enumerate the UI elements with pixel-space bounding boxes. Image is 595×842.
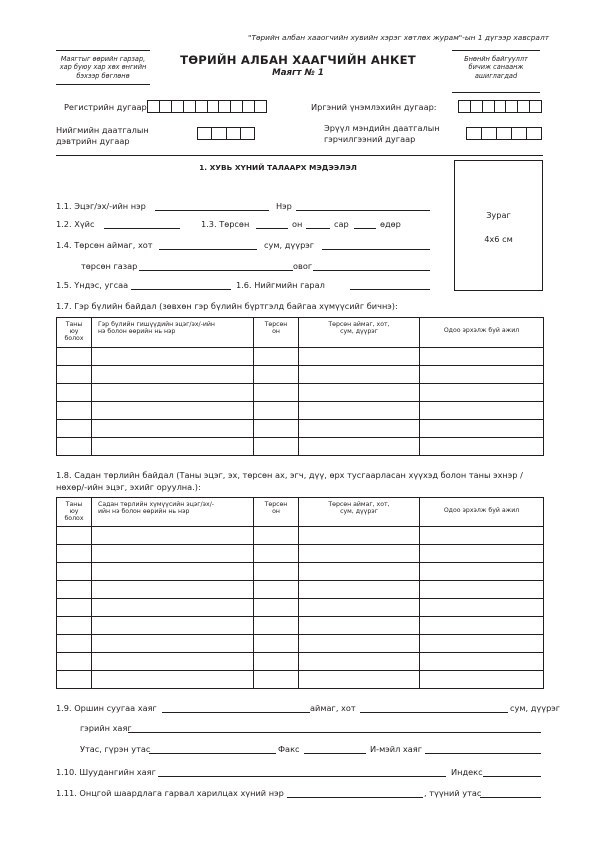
table-cell[interactable] xyxy=(254,420,299,438)
table-row xyxy=(57,348,544,366)
form-title: ТӨРИЙН АЛБАН ХААГЧИЙН АНКЕТ xyxy=(180,53,416,67)
section1-title: 1. ХУВЬ ХҮНИЙ ТАЛААРХ МЭДЭЭЛЭЛ xyxy=(199,163,357,172)
field-birth-place-line[interactable] xyxy=(139,261,293,271)
table-cell[interactable] xyxy=(420,581,544,599)
family-section-title: 1.7. Гэр бүлийн байдал (зөвхөн гэр бүлийн бүртгэлд байгаа хүмүүсийг бичнэ): xyxy=(56,301,398,311)
stamp-left-line: Маягтыг өөрийн гарзар, xyxy=(60,55,146,63)
address-label: 1.9. Оршин суугаа хаяг xyxy=(56,703,157,713)
emergency-contact-line[interactable] xyxy=(287,788,423,798)
table-cell[interactable] xyxy=(57,671,92,689)
table-cell[interactable] xyxy=(420,635,544,653)
table-cell[interactable] xyxy=(92,581,254,599)
stamp-right-line: бичиж санаанж xyxy=(468,63,524,72)
table-cell[interactable] xyxy=(299,438,420,456)
family-table xyxy=(56,317,544,456)
field-birth-day-line[interactable] xyxy=(354,219,376,229)
table-cell[interactable] xyxy=(254,527,299,545)
field-birth-label: 1.3. Төрсөн xyxy=(201,219,250,229)
table-cell[interactable] xyxy=(254,635,299,653)
table-cell[interactable] xyxy=(254,366,299,384)
table-cell[interactable] xyxy=(92,438,254,456)
table-row xyxy=(57,635,544,653)
table-row xyxy=(57,563,544,581)
table-header: Төрсөн аймаг, хот, сум, дүүрэг xyxy=(299,318,420,348)
table-cell[interactable] xyxy=(57,581,92,599)
address-sum-label: сум, дүүрэг xyxy=(510,703,561,713)
table-cell[interactable] xyxy=(92,348,254,366)
table-cell[interactable] xyxy=(299,617,420,635)
reg-no-boxes[interactable] xyxy=(147,100,267,113)
field-gender-line[interactable] xyxy=(104,219,180,229)
table-cell[interactable] xyxy=(57,617,92,635)
field-name-line[interactable] xyxy=(296,201,430,211)
table-row xyxy=(57,599,544,617)
table-cell[interactable] xyxy=(254,348,299,366)
section1-top-rule xyxy=(56,155,543,156)
email-label: И-мэйл хаяг xyxy=(370,744,422,754)
social-ins-boxes[interactable] xyxy=(197,127,255,140)
table-cell[interactable] xyxy=(420,402,544,420)
postal-address-line[interactable] xyxy=(158,767,446,777)
table-header: Төрсөн он xyxy=(254,498,299,527)
top-note: "Төрийн албан хааогчийн хувийн хэрэг хөтлөх журам"-ын 1 дүгээр хавсралт xyxy=(248,33,549,42)
table-cell[interactable] xyxy=(57,366,92,384)
stamp-left-bottom-rule xyxy=(56,84,150,85)
photo-box[interactable] xyxy=(454,160,543,291)
table-cell[interactable] xyxy=(299,653,420,671)
field-birth-year-label: он xyxy=(292,219,303,229)
table-cell[interactable] xyxy=(254,599,299,617)
table-cell[interactable] xyxy=(254,671,299,689)
field-birth-aimag-label: 1.4. Төрсөн аймаг, хот xyxy=(56,240,153,250)
home-address-line[interactable] xyxy=(128,723,541,733)
table-cell[interactable] xyxy=(420,671,544,689)
table-cell[interactable] xyxy=(57,545,92,563)
table-row xyxy=(57,545,544,563)
table-cell[interactable] xyxy=(254,384,299,402)
table-cell[interactable] xyxy=(92,599,254,617)
field-birth-day-label: өдөр xyxy=(380,219,401,229)
address-line[interactable] xyxy=(162,703,310,713)
table-row xyxy=(57,438,544,456)
relatives-section-title xyxy=(56,470,523,493)
stamp-right xyxy=(448,55,544,80)
postal-index-line[interactable] xyxy=(483,767,541,777)
postal-index-label: Индекс xyxy=(451,767,483,777)
field-clan-line[interactable] xyxy=(313,261,430,271)
table-cell[interactable] xyxy=(299,384,420,402)
emergency-contact-label: 1.11. Онцгой шаардлага гарвал харилцах хүний нэр xyxy=(56,788,284,798)
table-cell[interactable] xyxy=(92,366,254,384)
phone-line[interactable] xyxy=(149,744,276,754)
table-header: Таны юу болох xyxy=(57,498,92,527)
table-cell[interactable] xyxy=(420,438,544,456)
field-gender-label: 1.2. Хүйс xyxy=(56,219,95,229)
field-ethnicity-line[interactable] xyxy=(131,280,231,290)
table-cell[interactable] xyxy=(92,420,254,438)
social-ins-label: Нийгмийн даатгалын дэвтрийн дугаар xyxy=(56,125,149,146)
field-birth-place-label: төрсөн газар xyxy=(81,261,138,271)
emergency-phone-label: , түүний утас xyxy=(424,788,482,798)
table-cell[interactable] xyxy=(299,581,420,599)
table-cell[interactable] xyxy=(299,527,420,545)
table-row xyxy=(57,402,544,420)
table-header: Төрсөн аймаг, хот, сум, дүүрэг xyxy=(299,498,420,527)
field-clan-label: овог xyxy=(293,261,313,271)
table-cell[interactable] xyxy=(420,653,544,671)
table-row xyxy=(57,527,544,545)
table-cell[interactable] xyxy=(57,420,92,438)
stamp-right-line: Бнөнйн байгууллт xyxy=(464,55,528,63)
address-aimag-label: аймаг, хот xyxy=(310,703,356,713)
table-cell[interactable] xyxy=(420,348,544,366)
relatives-table xyxy=(56,497,544,689)
phone-label: Утас, гүрэн утас xyxy=(80,744,151,754)
citizen-id-label: Иргэний үнэмлэхийн дугаар: xyxy=(311,102,437,112)
field-parent-name-line[interactable] xyxy=(155,201,269,211)
table-cell[interactable] xyxy=(420,384,544,402)
table-cell[interactable] xyxy=(420,563,544,581)
stamp-left-line: хар буюу хар хөх өнгийн xyxy=(59,63,147,72)
field-birth-aimag-line[interactable] xyxy=(159,240,257,250)
table-cell[interactable] xyxy=(57,527,92,545)
table-header: Төрсөн он xyxy=(254,318,299,348)
table-cell[interactable] xyxy=(57,653,92,671)
form-number: Маягт № 1 xyxy=(272,68,324,78)
table-cell[interactable] xyxy=(57,402,92,420)
table-cell[interactable] xyxy=(299,420,420,438)
table-cell[interactable] xyxy=(57,384,92,402)
photo-size: 4х6 см xyxy=(484,234,513,244)
citizen-id-boxes[interactable] xyxy=(458,100,542,113)
email-line[interactable] xyxy=(425,744,541,754)
table-header: Садан төрлийн хүмүүсийн эцэг/эх/- ийн нэ болон өөрийн нь нэр xyxy=(92,498,254,527)
stamp-right-top-rule xyxy=(452,50,540,51)
field-birth-month-line[interactable] xyxy=(306,219,330,229)
reg-no-label: Регистрийн дугаар xyxy=(64,102,147,112)
table-cell[interactable] xyxy=(299,402,420,420)
photo-label: Зураг xyxy=(486,210,511,220)
emergency-phone-line[interactable] xyxy=(480,788,541,798)
field-ethnicity-label: 1.5. Үндэс, угсаа xyxy=(56,280,129,290)
table-cell[interactable] xyxy=(254,545,299,563)
table-cell[interactable] xyxy=(92,671,254,689)
field-birth-sum-label: сум, дүүрэг xyxy=(264,240,315,250)
table-cell[interactable] xyxy=(254,653,299,671)
table-row xyxy=(57,366,544,384)
table-header: Одоо эрхэлж буй ажил xyxy=(420,318,544,348)
table-cell[interactable] xyxy=(254,581,299,599)
table-row xyxy=(57,581,544,599)
table-cell[interactable] xyxy=(92,617,254,635)
table-cell[interactable] xyxy=(299,348,420,366)
address-aimag-line[interactable] xyxy=(360,703,508,713)
fax-label: Факс xyxy=(278,744,300,754)
field-name-label: Нэр xyxy=(276,201,292,211)
table-cell[interactable] xyxy=(254,563,299,581)
field-birth-year-line[interactable] xyxy=(256,219,288,229)
table-cell[interactable] xyxy=(299,545,420,563)
table-cell[interactable] xyxy=(299,366,420,384)
table-cell[interactable] xyxy=(299,671,420,689)
table-cell[interactable] xyxy=(420,599,544,617)
table-header: Таны юу болох xyxy=(57,318,92,348)
relatives-title-line: 1.8. Садан төрлийн байдал (Таны эцэг, эх, төрсөн ах, эгч, дүү, өрх тусгаарласан хүүхэд болон таны эхнэр / xyxy=(56,470,523,480)
table-cell[interactable] xyxy=(57,635,92,653)
home-address-label: гэрийн хаяг xyxy=(80,723,132,733)
health-ins-label: Эрүүл мэндийн даатгалын гэрчилгээний дугаар xyxy=(324,123,440,144)
table-cell[interactable] xyxy=(92,563,254,581)
table-row xyxy=(57,384,544,402)
relatives-title-line: нөхөр/-ийн эцэг, эхийг оруулна.): xyxy=(56,481,201,492)
table-cell[interactable] xyxy=(57,348,92,366)
table-cell[interactable] xyxy=(92,545,254,563)
table-cell[interactable] xyxy=(57,599,92,617)
table-row xyxy=(57,420,544,438)
field-social-origin-label: 1.6. Нийгмийн гарал xyxy=(236,280,325,290)
table-cell[interactable] xyxy=(299,563,420,581)
fax-line[interactable] xyxy=(304,744,366,754)
table-cell[interactable] xyxy=(254,438,299,456)
stamp-right-line: ашиглагдаd xyxy=(474,71,518,80)
postal-address-label: 1.10. Шуудангийн хаяг xyxy=(56,767,156,777)
table-cell[interactable] xyxy=(92,653,254,671)
field-parent-name-label: 1.1. Эцэг/эх/-ийн нэр xyxy=(56,201,146,211)
field-birth-month-label: сар xyxy=(334,219,349,229)
field-birth-sum-line[interactable] xyxy=(322,240,430,250)
table-header: Гэр бүлийн гишүүдийн эцэг/эх/-ийн нэ болон өөрийн нь нэр xyxy=(92,318,254,348)
table-row xyxy=(57,653,544,671)
table-cell[interactable] xyxy=(92,384,254,402)
stamp-left-top-rule xyxy=(56,50,150,51)
table-cell[interactable] xyxy=(254,402,299,420)
table-cell[interactable] xyxy=(420,545,544,563)
table-row xyxy=(57,617,544,635)
table-cell[interactable] xyxy=(92,527,254,545)
table-cell[interactable] xyxy=(57,438,92,456)
table-cell[interactable] xyxy=(57,563,92,581)
table-cell[interactable] xyxy=(299,635,420,653)
table-cell[interactable] xyxy=(92,402,254,420)
table-cell[interactable] xyxy=(254,617,299,635)
stamp-right-bottom-rule xyxy=(452,92,540,93)
table-cell[interactable] xyxy=(299,599,420,617)
field-social-origin-line[interactable] xyxy=(350,280,430,290)
table-cell[interactable] xyxy=(420,617,544,635)
table-cell[interactable] xyxy=(92,635,254,653)
stamp-left xyxy=(52,55,154,80)
table-cell[interactable] xyxy=(420,420,544,438)
table-cell[interactable] xyxy=(420,366,544,384)
stamp-left-line: бэхээр бөглөнө xyxy=(76,71,130,80)
table-row xyxy=(57,671,544,689)
health-ins-boxes[interactable] xyxy=(466,127,542,140)
table-header: Одоо эрхэлж буй ажил xyxy=(420,498,544,527)
table-cell[interactable] xyxy=(420,527,544,545)
